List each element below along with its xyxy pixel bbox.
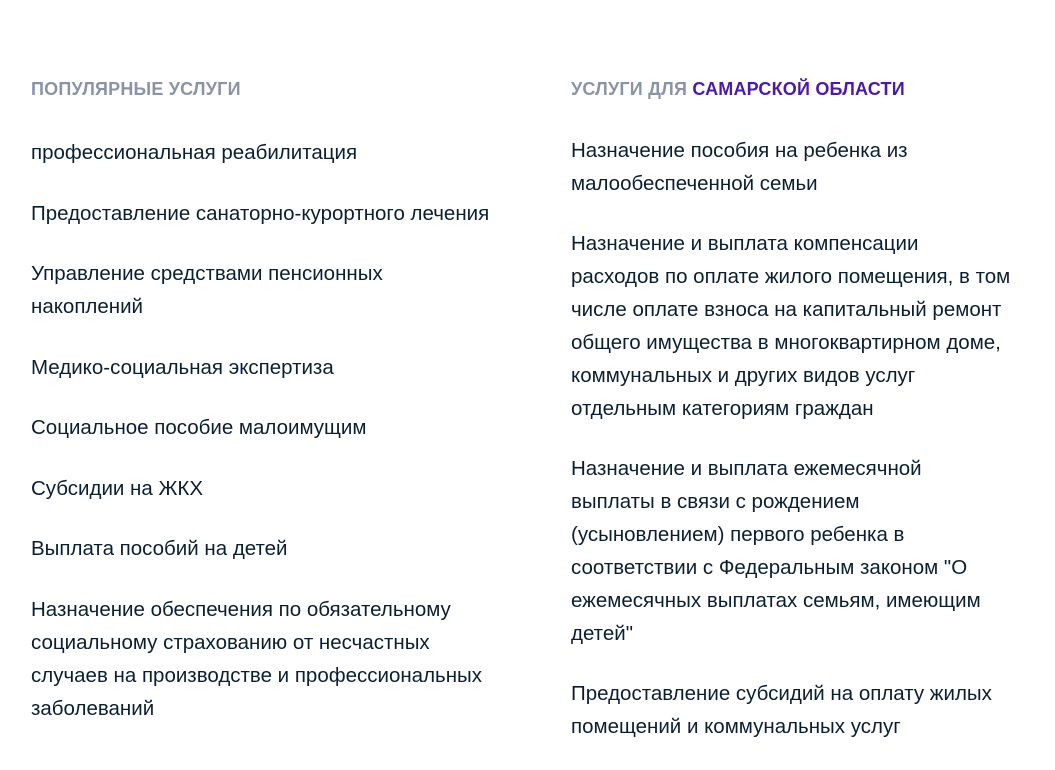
regional-service-link[interactable]: Предоставление субсидий на оплату жилых помещений и коммунальных услуг bbox=[571, 682, 992, 738]
region-name[interactable]: САМАРСКОЙ ОБЛАСТИ bbox=[692, 79, 905, 99]
popular-service-link[interactable]: Социальное пособие малоимущим bbox=[31, 416, 367, 439]
popular-service-link[interactable]: профессиональная реабилитация bbox=[31, 141, 358, 164]
popular-services-heading: ПОПУЛЯРНЫЕ УСЛУГИ bbox=[31, 79, 241, 99]
regional-services-list bbox=[571, 134, 1041, 770]
popular-service-link[interactable]: Управление средствами пенсионных накоплений bbox=[31, 262, 383, 318]
popular-service-link[interactable]: Выплата пособий на детей bbox=[31, 537, 288, 560]
popular-services-list bbox=[31, 136, 501, 752]
regional-service-link[interactable]: Назначение и выплата компенсации расходов по оплате жилого помещения, в том числе оплате взноса на капитальный ремонт общего имущества в многоквартирном доме, коммунальных и других видов услуг отдельным категориям граждан bbox=[571, 232, 1011, 420]
popular-service-link[interactable]: Назначение обеспечения по обязательному социальному страхованию от несчастных случаев на производстве и профессиональных заболеваний bbox=[31, 597, 483, 720]
regional-heading-prefix: УСЛУГИ ДЛЯ bbox=[571, 79, 688, 99]
regional-service-link[interactable]: Назначение пособия на ребенка из малообеспеченной семьи bbox=[571, 139, 908, 195]
popular-service-link[interactable]: Предоставление санаторно-курортного лечения bbox=[31, 201, 490, 225]
regional-service-link[interactable]: Назначение и выплата ежемесячной выплаты в связи с рождением (усыновлением) первого ребенка в соответствии с Федеральным законом "О ежемесячных выплатах семьям, имеющим детей" bbox=[571, 457, 981, 645]
popular-service-link[interactable]: Субсидии на ЖКХ bbox=[31, 476, 204, 500]
regional-services-heading bbox=[571, 78, 905, 100]
popular-service-link[interactable]: Медико-социальная экспертиза bbox=[31, 355, 334, 379]
